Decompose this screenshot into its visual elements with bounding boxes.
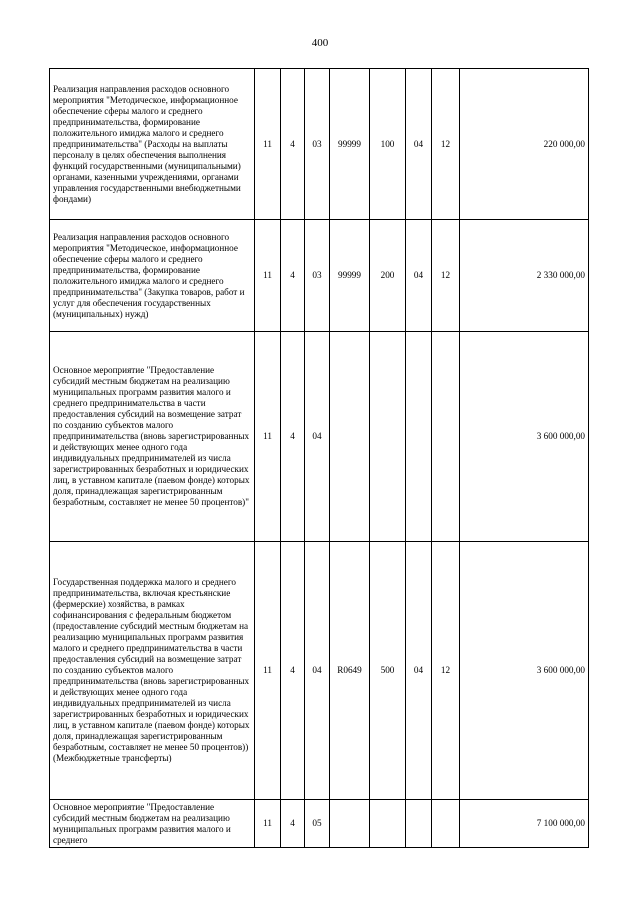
direction-code bbox=[330, 800, 370, 848]
section-code bbox=[406, 332, 432, 542]
activity-code: 03 bbox=[305, 220, 330, 332]
program-code: 11 bbox=[255, 800, 281, 848]
subsection-code: 12 bbox=[432, 542, 460, 800]
amount-value: 3 600 000,00 bbox=[460, 542, 589, 800]
subsection-code bbox=[432, 332, 460, 542]
section-code: 04 bbox=[406, 69, 432, 220]
direction-code bbox=[330, 332, 370, 542]
row-description: Основное мероприятие "Предоставление субсидий местным бюджетам на реализацию муниципальных программ развития малого и среднего bbox=[50, 800, 255, 848]
expense-type-code bbox=[370, 332, 406, 542]
table-row bbox=[50, 800, 589, 848]
row-description: Основное мероприятие "Предоставление субсидий местным бюджетам на реализацию муниципальных программ развития малого и среднего предпринимательства в части предоставления субсидий на возмещение затрат по созданию субъектов малого предпринимательства (вновь зарегистрированных и действующих менее одного года индивидуальных предпринимателей из числа зарегистрированных безработных и юридических лиц, в уставном капитале (паевом фонде) которых доля, принадлежащая зарегистрированным безработным, составляет не менее 50 процентов)" bbox=[50, 332, 255, 542]
expense-type-code: 100 bbox=[370, 69, 406, 220]
activity-code: 05 bbox=[305, 800, 330, 848]
subsection-code bbox=[432, 800, 460, 848]
subprogram-code: 4 bbox=[281, 220, 305, 332]
program-code: 11 bbox=[255, 542, 281, 800]
direction-code: 99999 bbox=[330, 69, 370, 220]
section-code: 04 bbox=[406, 220, 432, 332]
amount-value: 2 330 000,00 bbox=[460, 220, 589, 332]
table-row bbox=[50, 69, 589, 220]
table-row bbox=[50, 542, 589, 800]
direction-code: R0649 bbox=[330, 542, 370, 800]
subprogram-code: 4 bbox=[281, 332, 305, 542]
activity-code: 04 bbox=[305, 332, 330, 542]
table-row bbox=[50, 220, 589, 332]
subsection-code: 12 bbox=[432, 69, 460, 220]
activity-code: 03 bbox=[305, 69, 330, 220]
program-code: 11 bbox=[255, 220, 281, 332]
row-description: Государственная поддержка малого и среднего предпринимательства, включая крестьянские (фермерские) хозяйства, в рамках софинансирования с федеральным бюджетом (предоставление субсидий местным бюджетам на реализацию муниципальных программ развития малого и среднего предпринимательства в части предоставления субсидий на возмещение затрат по созданию субъектов малого предпринимательства (вновь зарегистрированных и действующих менее одного года индивидуальных предпринимателей из числа зарегистрированных безработных и юридических лиц, в уставном капитале (паевом фонде) которых доля, принадлежащая зарегистрированным безработным, составляет не менее 50 процентов)) (Межбюджетные трансферты) bbox=[50, 542, 255, 800]
direction-code: 99999 bbox=[330, 220, 370, 332]
expense-type-code bbox=[370, 800, 406, 848]
amount-value: 7 100 000,00 bbox=[460, 800, 589, 848]
expense-type-code: 200 bbox=[370, 220, 406, 332]
section-code bbox=[406, 800, 432, 848]
program-code: 11 bbox=[255, 332, 281, 542]
expense-type-code: 500 bbox=[370, 542, 406, 800]
program-code: 11 bbox=[255, 69, 281, 220]
section-code: 04 bbox=[406, 542, 432, 800]
page-number: 400 bbox=[311, 37, 329, 49]
budget-table bbox=[49, 68, 589, 848]
subprogram-code: 4 bbox=[281, 69, 305, 220]
activity-code: 04 bbox=[305, 542, 330, 800]
subprogram-code: 4 bbox=[281, 800, 305, 848]
table-row bbox=[50, 332, 589, 542]
amount-value: 3 600 000,00 bbox=[460, 332, 589, 542]
subprogram-code: 4 bbox=[281, 542, 305, 800]
amount-value: 220 000,00 bbox=[460, 69, 589, 220]
row-description: Реализация направления расходов основного мероприятия "Методическое, информационное обеспечение сферы малого и среднего предпринимательства, формирование положительного имиджа малого и среднего предпринимательства" (Расходы на выплаты персоналу в целях обеспечения выполнения функций государственными (муниципальными) органами, казенными учреждениями, органами управления государственными внебюджетными фондами) bbox=[50, 69, 255, 220]
row-description: Реализация направления расходов основного мероприятия "Методическое, информационное обеспечение сферы малого и среднего предпринимательства, формирование положительного имиджа малого и среднего предпринимательства" (Закупка товаров, работ и услуг для обеспечения государственных (муниципальных) нужд) bbox=[50, 220, 255, 332]
subsection-code: 12 bbox=[432, 220, 460, 332]
